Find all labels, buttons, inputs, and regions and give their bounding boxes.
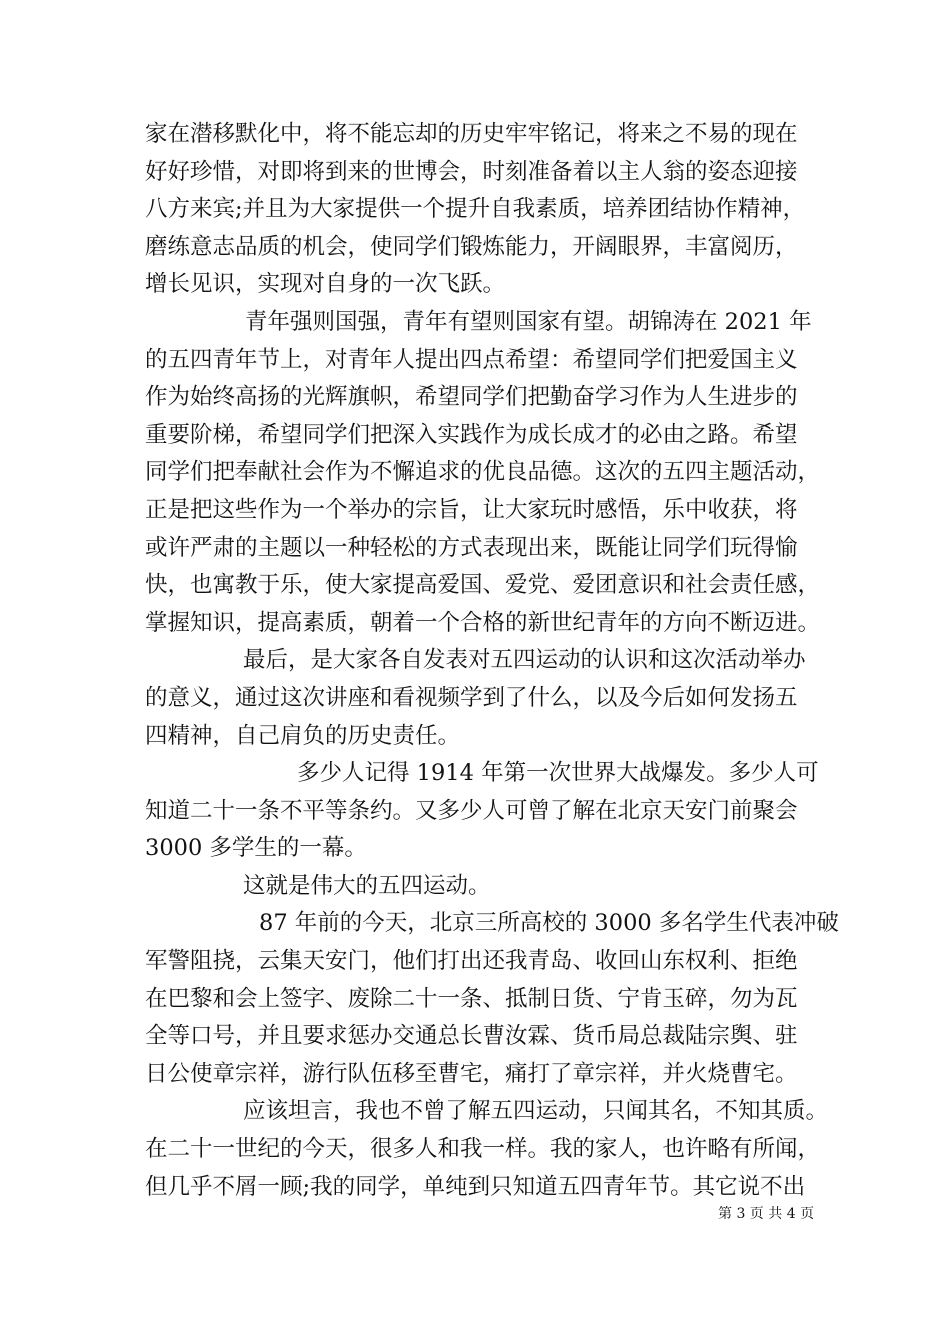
text-line: 但几乎不屑一顾;我的同学，单纯到只知道五四青年节。其它说不出: [145, 1173, 806, 1200]
text-line: 全等口号，并且要求惩办交通总长曹汝霖、货币局总裁陆宗舆、驻: [145, 1023, 798, 1050]
text-line: 多少人记得 1914 年第一次世界大战爆发。多少人可: [297, 760, 819, 787]
text-line: 应该坦言，我也不曾了解五四运动，只闻其名，不知其质。: [243, 1098, 829, 1125]
text-line: 的五四青年节上，对青年人提出四点希望：希望同学们把爱国主义: [145, 346, 798, 373]
text-line: 四精神，自己肩负的历史责任。: [145, 722, 461, 749]
text-line: 八方来宾;并且为大家提供一个提升自我素质，培养团结协作精神，: [145, 196, 806, 223]
text-line: 快，也寓教于乐，使大家提高爱国、爱党、爱团意识和社会责任感，: [145, 572, 821, 599]
text-line: 在巴黎和会上签字、废除二十一条、抵制日货、宁肯玉碎，勿为瓦: [145, 985, 798, 1012]
text-line: 日公使章宗祥，游行队伍移至曹宅，痛打了章宗祥，并火烧曹宅。: [145, 1060, 798, 1087]
text-line: 或许严肃的主题以一种轻松的方式表现出来，既能让同学们玩得愉: [145, 534, 798, 561]
text-line: 重要阶梯，希望同学们把深入实践作为成长成才的必由之路。希望: [145, 421, 798, 448]
text-line: 3000 多学生的一幕。: [145, 835, 367, 862]
text-line: 增长见识，实现对自身的一次飞跃。: [145, 271, 506, 298]
text-line: 这就是伟大的五四运动。: [243, 872, 491, 899]
text-line: 同学们把奉献社会作为不懈追求的优良品德。这次的五四主题活动，: [145, 459, 821, 486]
text-line: 在二十一世纪的今天，很多人和我一样。我的家人，也许略有所闻，: [145, 1136, 821, 1163]
text-line: 家在潜移默化中，将不能忘却的历史牢牢铭记，将来之不易的现在: [145, 121, 798, 147]
text-line: 知道二十一条不平等条约。又多少人可曾了解在北京天安门前聚会: [145, 797, 798, 824]
body-text: [145, 116, 839, 1206]
text-line: 的意义，通过这次讲座和看视频学到了什么，以及今后如何发扬五: [145, 684, 798, 711]
text-line: 青年强则国强，青年有望则国家有望。胡锦涛在 2021 年: [245, 308, 812, 335]
text-line: 好好珍惜，对即将到来的世博会，时刻准备着以主人翁的姿态迎接: [145, 158, 798, 185]
text-line: 掌握知识，提高素质，朝着一个合格的新世纪青年的方向不断迈进。: [145, 609, 821, 636]
text-line: 正是把这些作为一个举办的宗旨，让大家玩时感悟，乐中收获，将: [145, 496, 798, 523]
text-line: 最后，是大家各自发表对五四运动的认识和这次活动举办: [243, 647, 806, 674]
page-number-footer: 第 3 页 共 4 页: [718, 1206, 815, 1222]
text-line: 军警阻挠，云集天安门，他们打出还我青岛、收回山东权利、拒绝: [145, 948, 798, 975]
text-line: 作为始终高扬的光辉旗帜，希望同学们把勤奋学习作为人生进步的: [145, 384, 798, 411]
text-line: 87 年前的今天，北京三所高校的 3000 多名学生代表冲破: [259, 910, 839, 937]
text-line: 磨练意志品质的机会，使同学们锻炼能力，开阔眼界，丰富阅历，: [145, 233, 798, 260]
